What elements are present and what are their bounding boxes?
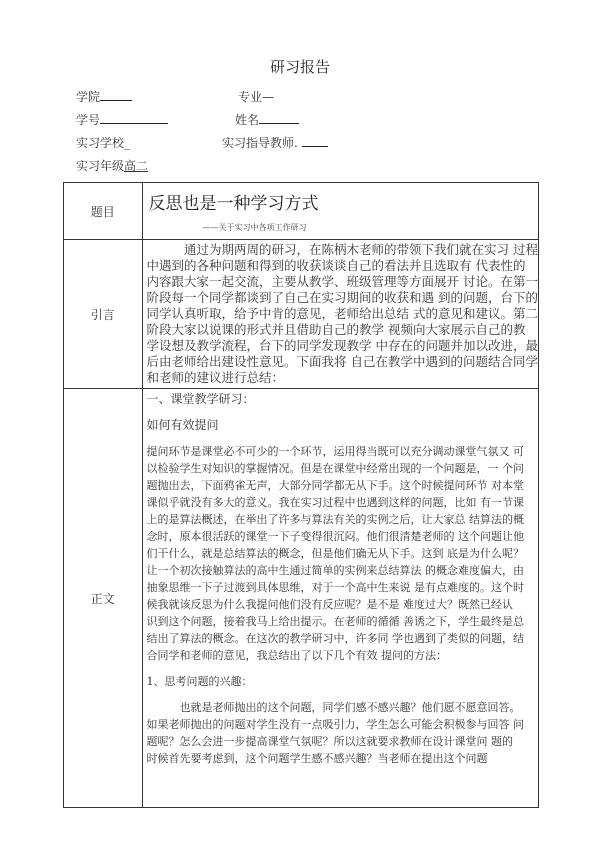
intro-cell — [142, 240, 538, 389]
text-line: 题抛出去，下面鸦雀无声，大部分同学都无从下手。这个时候提问环节 对本堂 — [146, 479, 525, 492]
grade-field — [76, 157, 148, 174]
intro-text — [147, 242, 538, 386]
report-title: 研习报告 — [269, 58, 330, 76]
text-line: 抽象思维一下子过渡到具体思维，对于一个高中生来说 是有点难度的。这个时 — [146, 581, 525, 594]
text-line: 也就是老师抛出的这个问题，同学们感不感兴趣？他们愿不愿意回答。 — [146, 701, 521, 714]
advisor-label: 实习指导教师. — [222, 136, 298, 150]
body-cell — [142, 389, 538, 808]
subsection-heading: 如何有效提问 — [146, 418, 219, 432]
student-id-label: 学号 — [76, 113, 101, 127]
body-row — [64, 389, 539, 808]
text-line: 课似乎就没有多大的意义。我在实习过程中也遇到这样的问题，比如 有一节课 — [146, 496, 525, 509]
name-field — [235, 111, 299, 128]
grade-label: 实习年级 — [76, 159, 125, 173]
college-blank — [100, 90, 132, 101]
student-id-blank — [100, 113, 168, 124]
text-line: 学设想及教学流程，台下的同学发现教学 中存在的问题并加以改进，最 — [146, 338, 538, 353]
topic-title: 反思也是一种学习方式 — [148, 194, 319, 214]
text-line: 上的是算法概述，在举出了许多与算法有关的实例之后，让大家总 结算法的概 — [146, 513, 525, 526]
body-paragraph-2 — [147, 699, 538, 767]
body-label: 正文 — [64, 389, 143, 808]
advisor-blank — [302, 136, 328, 147]
topic-row — [64, 183, 539, 240]
text-line: 提问环节是课堂必不可少的一个环节，运用得当既可以充分调动课堂气氛又 可 — [146, 445, 525, 458]
college-label: 学院 — [76, 90, 101, 104]
topic-cell — [142, 183, 538, 240]
text-line: 时候首先要考虑到，这个问题学生感不感兴趣？当老师在提出这个问题 — [146, 752, 488, 765]
text-line: 识到这个问题，接着我马上给出提示。在老师的循循 善诱之下，学生最终是总 — [146, 615, 525, 628]
text-line: 合同学和老师的意见，我总结出了以下几个有效 提问的方法： — [146, 649, 448, 662]
text-line: 后由老师给出建设性意见。下面我将 自己在教学中遇到的问题结合同学 — [146, 354, 538, 369]
text-line: 同学认真听取，给予中肯的意见，老师给出总结 式的意见和建议。第二 — [146, 306, 538, 321]
text-line: 们干什么，就是总结算法的概念，但是他们确无从下手。这到 底是为什么呢？ — [146, 547, 525, 560]
text-line: 候我就该反思为什么我提问他们没有反应呢？是不是 难度过大？既然已经认 — [146, 598, 514, 611]
text-line: 和老师的建议进行总结： — [146, 370, 285, 385]
text-line: 让一个初次接触算法的高中生通过简单的实例来总结算法 的概念难度偏大，由 — [146, 564, 525, 577]
text-line: 如果老师抛出的问题对学生没有一点吸引力，学生怎么可能会积极参与回答 问 — [146, 718, 525, 731]
advisor-field — [222, 134, 328, 151]
text-line: 结出了算法的概念。在这次的教学研习中，许多同 学也遇到了类似的问题，结 — [146, 632, 525, 645]
major-field: 专业— — [238, 90, 275, 104]
text-line: 阶段大家以说课的形式并且借助自己的教学 视频向大家展示自己的教 — [146, 322, 526, 337]
name-blank — [259, 113, 299, 124]
point-heading: 1、思考问题的兴趣： — [146, 675, 253, 688]
text-line: 内容跟大家一起交流，主要从教学、班级管理等方面展开 讨论。在第一 — [146, 274, 538, 289]
student-id-field — [76, 111, 168, 128]
body-paragraph-1 — [147, 443, 538, 664]
topic-subtitle: ——关于实习中各项工作研习 — [202, 223, 307, 232]
text-line: 以检验学生对知识的掌握情况。但是在课堂中经常出现的一个问题是，一 个问 — [146, 462, 525, 475]
grade-value: 高二 — [124, 159, 149, 173]
name-label: 姓名 — [235, 113, 260, 127]
text-line: 念时，原本很活跃的课堂一下子变得很沉闷。他们很清楚老师的 这个问题让他 — [146, 530, 525, 543]
text-line: 通过为期两周的研习，在陈柄木老师的带领下我们就在实习 过程 — [146, 242, 538, 257]
text-line: 中遇到的各种问题和得到的收获谈谈自己的看法并且选取有 代表性的 — [146, 258, 526, 273]
report-table — [63, 182, 539, 808]
college-field — [76, 88, 132, 105]
section-heading: 一、课堂教学研习： — [146, 392, 255, 406]
school-field: 实习学校_ — [76, 136, 131, 150]
intro-label: 引言 — [64, 240, 143, 389]
intro-row — [64, 240, 539, 389]
text-line: 题呢？怎么会进一步提高课堂气氛呢？所以这就要求教师在设计课堂问 题的 — [146, 735, 514, 748]
text-line: 阶段每一个同学都谈到了自己在实习期间的收获和遇 到的问题，台下的 — [146, 290, 538, 305]
topic-label: 题目 — [64, 183, 143, 240]
